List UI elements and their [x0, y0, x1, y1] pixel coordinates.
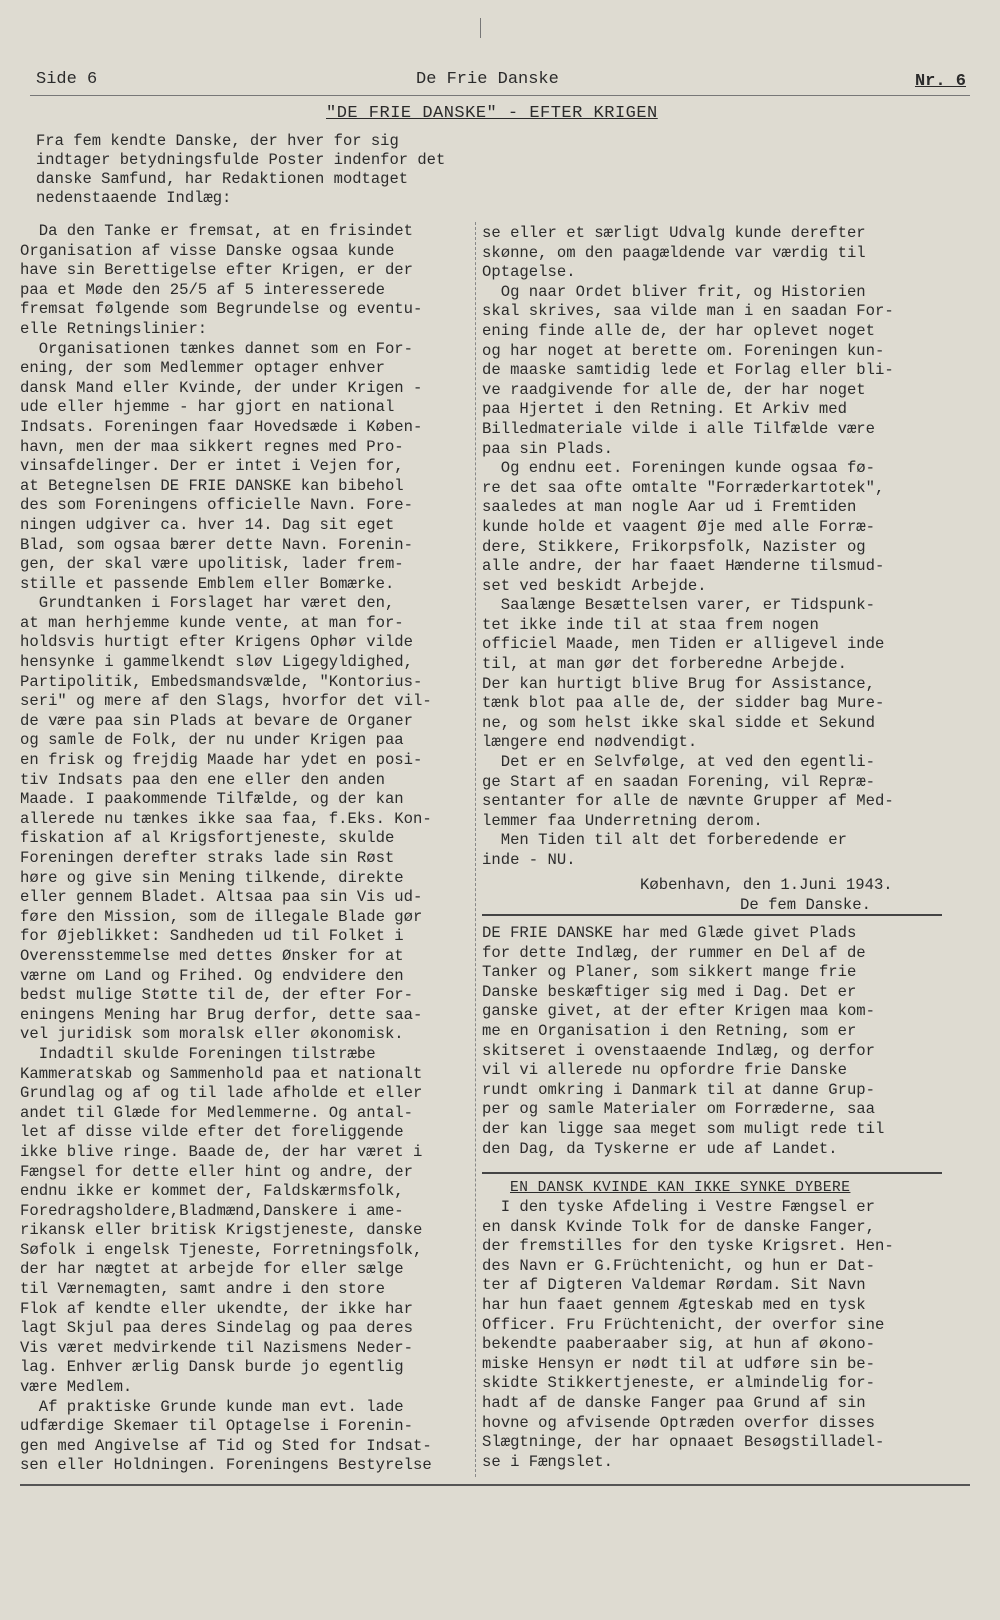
- story-text: I den tyske Afdeling i Vestre Fængsel er en dansk Kvinde Tolk for de danske Fanger, der fremstilles for den tyske Krigsret. Hen- des Navn er G.Früchtenicht, og hun er Dat- ter af Digteren Valdemar Rørdam. Sit Navn har hun faaet gennem Ægteskab med en tysk Officer. Fru Früchtenicht, der overfor sine bekendte paaberaaber sig, at hun af økono- miske Hensyn er nødt til at udføre sin be- skidte Stikkertjeneste, er almindelig for- hadt af de danske Fanger paa Grund af sin hovne og afvisende Optræden overfor disses Slægtninge, der har opnaaet Besøgstilladel- se i Fængslet.: [482, 1198, 894, 1471]
- story-title: EN DANSK KVINDE KAN IKKE SYNKE DYBERE: [510, 1180, 851, 1196]
- bottom-rule: [20, 1484, 970, 1486]
- section-rule: [482, 1172, 942, 1174]
- article-title: "DE FRIE DANSKE" - EFTER KRIGEN: [326, 104, 658, 123]
- column-divider: [475, 222, 476, 1477]
- right-column-text: se eller et særligt Udvalg kunde derefter skønne, om den paagældende var værdig til Optagelse. Og naar Ordet bliver frit, og Historien skal skrives, saa vilde man i en saadan For- ening finde alle de, der har oplevet noget og har noget at berette om. Foreningen kun- de maaske samtidig lede et Forlag eller bli- ve raadgivende for alle de, der har noget paa Hjertet i den Retning. Et Arkiv med Billedmateriale vilde i alle Tilfælde være paa sin Plads. Og endnu eet. Foreningen kunde ogsaa fø- re det saa ofte omtalte "Forræderkartotek", saaledes at man nogle Aar ud i Fremtiden kunde holde et vaagent Øje med alle Forræ- dere, Stikkere, Frikorpsfolk, Nazister og alle andre, der har faaet Hænderne tilsmud- set ved beskidt Arbejde. Saalænge Besættelsen varer, er Tidspunk- tet ikke inde til at staa frem nogen officiel Maade, men Tiden er alligevel inde til, at man gør det forberedne Arbejde. Der kan hurtigt blive Brug for Assistance, tænk blot paa alle de, der sidder bag Mure- ne, og som helst ikke skal sidde et Sekund længere end nødvendigt. Det er en Selvfølge, at ved den egentli- ge Start af en saadan Forening, vil Repræ- sentanter for alle de nævnte Grupper af Med- lemmer faa Underretning derom. Men Tiden til alt det forberedende er inde - NU.: [482, 224, 894, 869]
- page-mark: [480, 18, 481, 38]
- page-number: Side 6: [36, 70, 98, 89]
- signature: De fem Danske.: [740, 896, 872, 914]
- paper-name: De Frie Danske: [416, 70, 559, 89]
- section-rule: [482, 914, 942, 916]
- issue-number: Nr. 6: [914, 72, 966, 91]
- header-rule: [30, 95, 970, 96]
- left-column-text: Da den Tanke er fremsat, at en frisindet Organisation af visse Danske ogsaa kunde have sin Berettigelse efter Krigen, er der paa et Møde den 25/5 af 5 interesserede fremsat følgende som Begrundelse og eventu- elle Retningslinier: Organisationen tænkes dannet som en For- ening, der som Medlemmer optager enhver dansk Mand eller Kvinde, der under Krigen - ude eller hjemme - har gjort en national Indsats. Foreningen faar Hovedsæde i Køben- havn, men der maa sikkert regnes med Pro- vinsafdelinger. Der er intet i Vejen for, at Betegnelsen DE FRIE DANSKE kan bibehol des som Foreningens officielle Navn. Fore- ningen udgiver ca. hver 14. Dag sit eget Blad, som ogsaa bærer dette Navn. Forenin- gen, der skal være upolitisk, lader frem- stille et passende Emblem eller Bomærke. Grundtanken i Forslaget har været den, at man herhjemme kunde vente, at man for- holdsvis hurtigt efter Krigens Ophør vilde hensynke i gammelkendt sløv Ligegyldighed, Partipolitik, Embedsmandsvælde, "Kontorius- seri" og mere af den Slags, hvorfor det vil- de være paa sin Plads at bevare de Organer og samle de Folk, der nu under Krigen paa en frisk og frejdig Maade har ydet en posi- tiv Indsats paa den ene eller den anden Maade. I paakommende Tilfælde, og der kan allerede nu tænkes ikke saa faa, f.Eks. Kon- fiskation af al Krigsfortjeneste, skulde Foreningen derefter straks lade sin Røst høre og give sin Mening tilkende, direkte eller gennem Bladet. Altsaa paa sin Vis ud- føre den Mission, som de illegale Blade gør for Øjeblikket: Sandheden ud til Folket i Overensstemmelse med dettes Ønsker for at værne om Land og Frihed. Og endvidere den bedst mulige Støtte til de, der efter For- eningens Mening har Brug derfor, dette saa- vel juridisk som moralsk eller økonomisk. Indadtil skulde Foreningen tilstræbe Kammeratskab og Sammenhold paa et nationalt Grundlag og af og til lade afholde et eller andet til Glæde for Medlemmerne. Og antal- let af disse vilde efter det foreliggende ikke blive ringe. Baade de, der har været i Fængsel for dette eller hint og andre, der endnu ikke er kommet der, Faldskærmsfolk, Foredragsholdere,Bladmænd,Danskere i ame- rikansk eller britisk Krigstjeneste, danske Søfolk i engelsk Tjeneste, Forretningsfolk, der har nægtet at arbejde for eller sælge til Værnemagten, samt andre i den store Flok af kendte eller ukendte, der ikke har lagt Skjul paa deres Sindelag og paa deres Vis været medvirkende til Nazismens Neder- lag. Enhver ærlig Dansk burde jo egentlig være Medlem. Af praktiske Grunde kunde man evt. lade udfærdige Skemaer til Optagelse i Forenin- gen med Angivelse af Tid og Sted for Indsat- sen eller Holdningen. Foreningens Bestyrelse: [20, 222, 432, 1475]
- article-intro: Fra fem kendte Danske, der hver for sig indtager betydningsfulde Poster indenfor det danske Samfund, har Redaktionen modtaget nedenstaaende Indlæg:: [36, 132, 446, 207]
- place-date: København, den 1.Juni 1943.: [640, 876, 893, 894]
- editor-note-text: DE FRIE DANSKE har med Glæde givet Plads for dette Indlæg, der rummer en Del af de Tanker og Planer, som sikkert mange frie Danske beskæftiger sig med i Dag. Det er ganske givet, at der efter Krigen maa kom- me en Organisation i den Retning, som er skitseret i ovenstaaende Indlæg, og derfor vil vi allerede nu opfordre frie Danske rundt omkring i Danmark til at danne Grup- per og samle Materialer om Forræderne, saa der kan ligge saa meget som muligt rede til den Dag, da Tyskerne er ude af Landet.: [482, 924, 885, 1158]
